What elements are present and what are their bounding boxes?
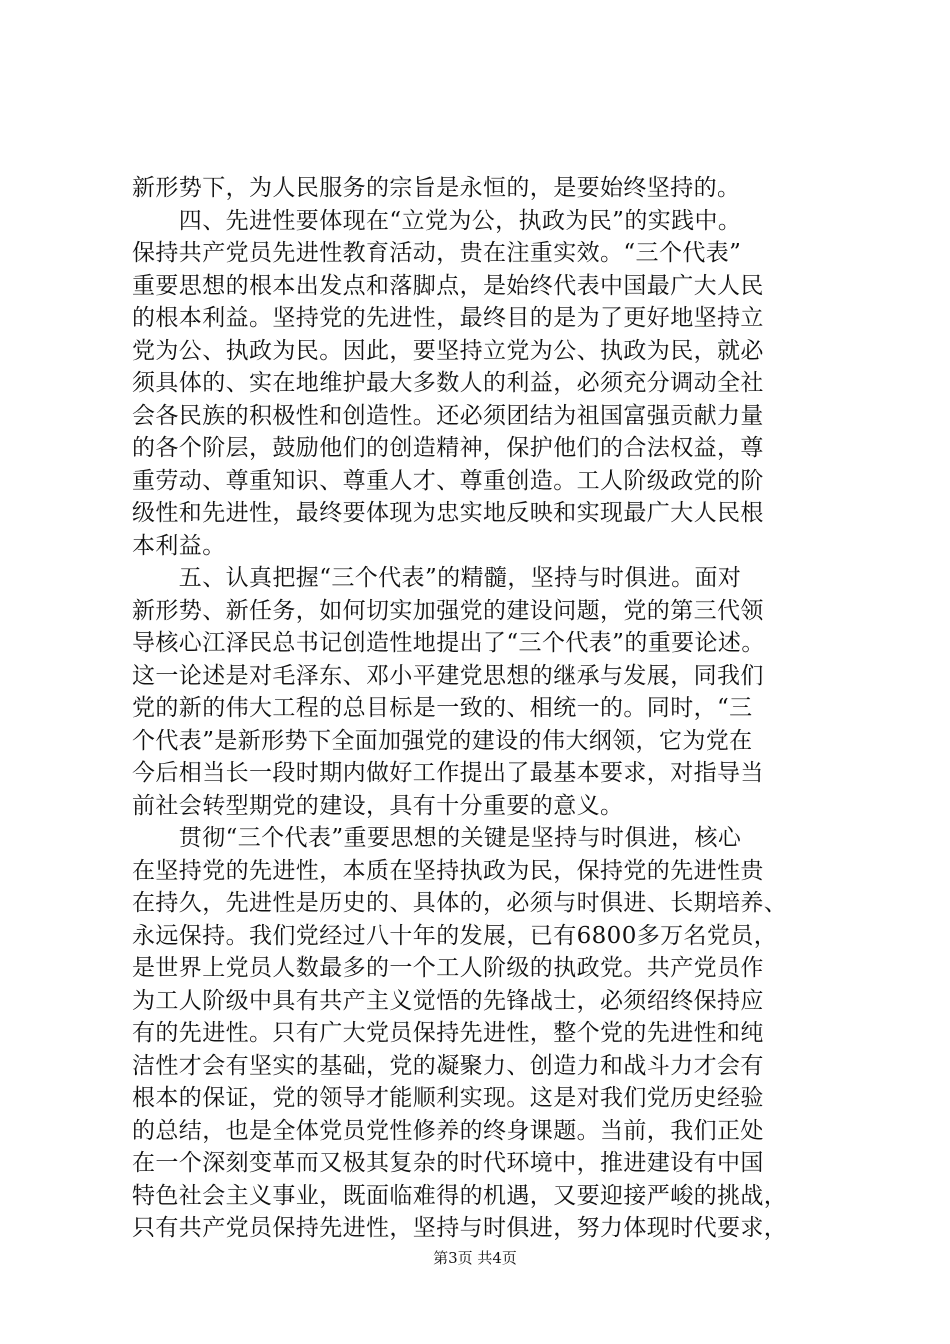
text-line: 有的先进性。只有广大党员保持先进性，整个党的先进性和纯 (132, 1020, 764, 1046)
text-line: 的总结，也是全体党员党性修养的终身课题。当前，我们正处 (132, 1117, 764, 1144)
text-line: 党的新的伟大工程的总目标是一致的、相统一的。同时，“三 (132, 695, 753, 721)
text-line: 在一个深刻变革而又极其复杂的时代环境中，推进建设有中国 (132, 1150, 764, 1176)
text-line: 五、认真把握“三个代表”的精髓，坚持与时俱进。面对 (132, 565, 742, 591)
text-line: 是世界上党员人数最多的一个工人阶级的执政党。共产党员作 (132, 955, 764, 981)
text-line: 今后相当长一段时期内做好工作提出了最基本要求，对指导当 (132, 760, 764, 786)
page-footer: 第3页 共4页 (433, 1249, 517, 1267)
text-line: 新形势下，为人民服务的宗旨是永恒的，是要始终坚持的。 (132, 175, 741, 201)
body-text (132, 172, 832, 1245)
text-line: 级性和先进性，最终要体现为忠实地反映和实现最广大人民根 (132, 500, 764, 526)
text-line: 须具体的、实在地维护最大多数人的利益，必须充分调动全社 (132, 370, 764, 396)
text-line: 个代表”是新形势下全面加强党的建设的伟大纲领，它为党在 (132, 727, 753, 754)
text-line: 为工人阶级中具有共产主义觉悟的先锋战士，必须绍终保持应 (132, 987, 764, 1014)
text-line: 贯彻“三个代表”重要思想的关键是坚持与时俱进，核心 (132, 825, 742, 851)
text-line: 保持共产党员先进性教育活动，贵在注重实效。“三个代表” (132, 240, 742, 266)
text-line: 洁性才会有坚实的基础，党的凝聚力、创造力和战斗力才会有 (132, 1052, 764, 1079)
text-line: 新形势、新任务，如何切实加强党的建设问题，党的第三代领 (132, 597, 764, 624)
text-line: 本利益。 (132, 532, 226, 559)
text-line: 重劳动、尊重知识、尊重人才、尊重创造。工人阶级政党的阶 (132, 467, 764, 494)
text-line: 会各民族的积极性和创造性。还必须团结为祖国富强贡献力量 (132, 402, 764, 429)
text-line: 永远保持。我们党经过八十年的发展，已有6800多万名党员， (132, 922, 778, 949)
text-line: 的各个阶层，鼓励他们的创造精神，保护他们的合法权益，尊 (132, 435, 764, 461)
text-line: 前社会转型期党的建设，具有十分重要的意义。 (132, 792, 624, 819)
text-line: 在坚持党的先进性，本质在坚持执政为民，保持党的先进性贵 (132, 857, 764, 884)
text-line: 的根本利益。坚持党的先进性，最终目的是为了更好地坚持立 (132, 305, 764, 331)
text-line: 在持久，先进性是历史的、具体的，必须与时俱进、长期培养、 (132, 890, 788, 916)
text-line: 根本的保证，党的领导才能顺利实现。这是对我们党历史经验 (132, 1085, 764, 1111)
text-line: 重要思想的根本出发点和落脚点，是始终代表中国最广大人民 (132, 272, 764, 299)
text-line: 这一论述是对毛泽东、邓小平建党思想的继承与发展，同我们 (132, 662, 764, 689)
text-line: 只有共产党员保持先进性，坚持与时俱进，努力体现时代要求， (132, 1215, 788, 1241)
text-line: 四、先进性要体现在“立党为公，执政为民”的实践中。 (132, 207, 742, 234)
text-line: 党为公、执政为民。因此，要坚持立党为公、执政为民，就必 (132, 337, 764, 364)
text-line: 特色社会主义事业，既面临难得的机遇，又要迎接严峻的挑战， (132, 1182, 788, 1209)
text-line: 导核心江泽民总书记创造性地提出了“三个代表”的重要论述。 (132, 630, 765, 656)
